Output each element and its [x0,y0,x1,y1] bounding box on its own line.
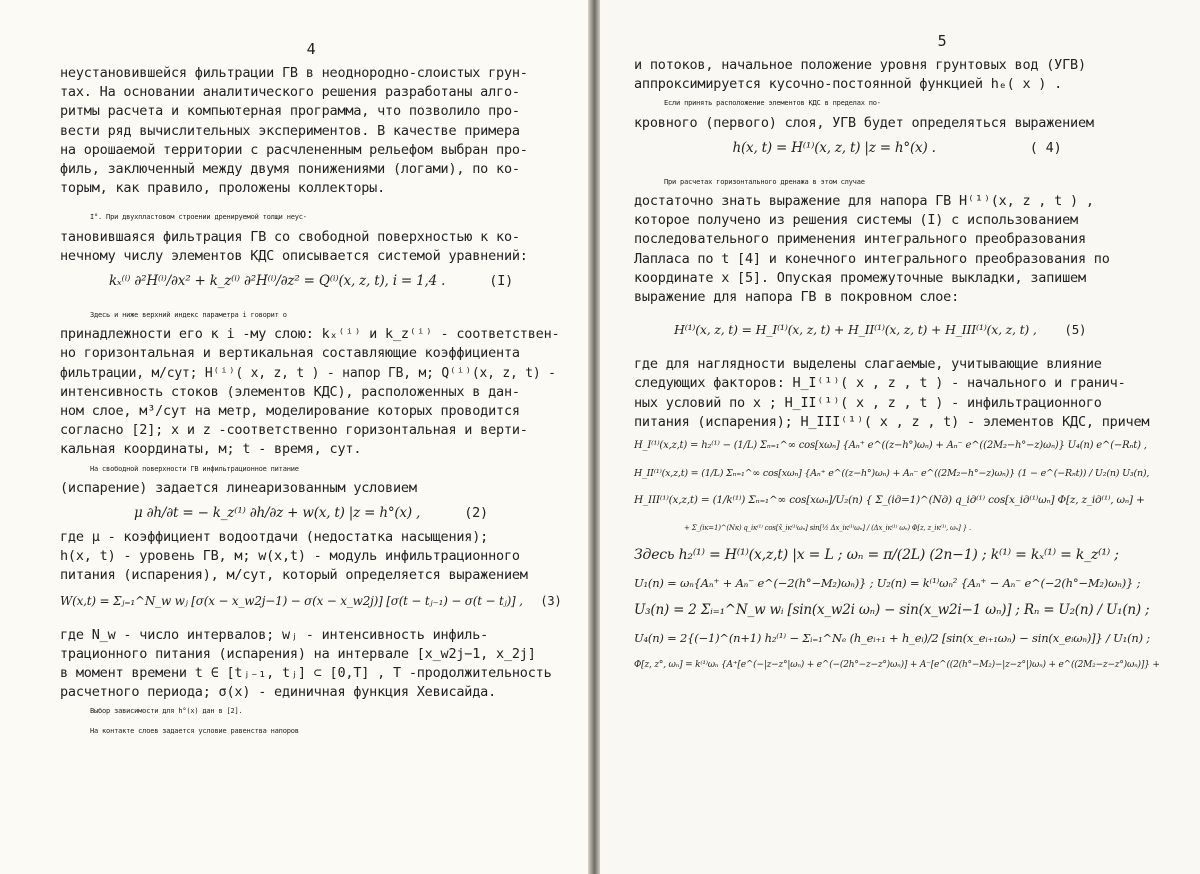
formula-line: H_III⁽¹⁾(x,z,t) = (1/k⁽¹⁾) Σₙ₌₁^∞ cos[xωₙ]/U₂(n) { Σ_(iд=1)^(Nд) q_iд⁽¹⁾ cos[x_iд⁽¹⁾ωₙ] Φ[z, z_iд⁽¹⁾, ωₙ] + [634,494,1145,507]
handwritten-formulas [634,432,1160,680]
text-line: следующих факторов: H_I⁽¹⁾( x , z , t ) - начального и гранич- [634,375,1126,392]
book-gutter [588,0,600,874]
text-line: питания (испарения); H_III⁽¹⁾( x , z , t) - элементов КДС, причем [634,413,1150,430]
paragraph [60,626,562,703]
paragraph [60,306,562,460]
text-line: филь, заключенный между двумя понижениями (логами), по ко- [60,161,520,178]
equation-number: (3) [540,593,562,608]
text-line: Здесь и ниже верхний индекс параметра i говорит о [90,311,287,320]
text-line: но горизонтальная и вертикальная составляющие коэффициента [60,345,520,362]
text-line: в момент времени t ∈ [tⱼ₋₁, tⱼ] ⊂ [0,T] , T -продолжительность [60,665,552,682]
page-number: 5 [937,32,947,50]
text-line: кровного (первого) слоя, УГВ будет определяться выражением [634,114,1094,131]
text-line: h(x, t) - уровень ГВ, м; w(x,t) - модуль инфильтрационного [60,548,520,565]
equation-2 [60,502,562,524]
text-line: ном слое, м³/сут на метр, моделирование которых проводится [60,403,520,420]
text-line: где для наглядности выделены слагаемые, учитывающие влияние [634,356,1102,373]
formula-line: U₃(n) = 2 Σᵢ₌₁^N_w wᵢ [sin(x_w2i ωₙ) − sin(x_w2i−1 ωₙ)] ; Rₙ = U₂(n) / U₁(n) ; [634,602,1150,619]
equation-4 [634,137,1160,159]
paragraph [60,460,562,498]
text-line: На контакте слоев задается условие равенства напоров [90,726,299,735]
left-page [0,0,588,874]
text-line: ных условий по x ; H_II⁽¹⁾( x , z , t ) - инфильтрационного [634,394,1102,411]
text-line: При расчетах горизонтального дренажа в этом случае [664,177,865,186]
text-line: где N_w - число интервалов; wⱼ - интенсивность инфиль- [60,626,489,643]
text-line: последовательного применения интегрального преобразования [634,231,1086,248]
text-line: которое получено из решения системы (I) с использованием [634,212,1078,229]
equation-body: H⁽¹⁾(x, z, t) = H_I⁽¹⁾(x, z, t) + H_II⁽¹⁾(x, z, t) + H_III⁽¹⁾(x, z, t) , [674,322,1037,338]
paragraph [634,173,1160,307]
text-line: кальная координаты, м; t - время, сут. [60,441,362,458]
text-line: тах. На основании аналитического решения разработаны алго- [60,84,520,101]
formula-line: U₁(n) = ωₙ{Aₙ⁺ + Aₙ⁻ e^(−2(h°−M₂)ωₙ)} ; U₂(n) = k⁽¹⁾ωₙ² {Aₙ⁺ − Aₙ⁻ e^(−2(h°−M₂)ωₙ)} ; [634,575,1141,590]
text-line: трационного питания (испарения) на интервале [x_w2j−1, x_2j] [60,645,536,662]
formula-line: Здесь h₂⁽¹⁾ = H⁽¹⁾(x,z,t) |x = L ; ωₙ = π/(2L) (2n−1) ; k⁽¹⁾ = kₓ⁽¹⁾ = k_z⁽¹⁾ ; [634,547,1119,564]
paragraph [634,56,1160,94]
text-line: ритмы расчета и компьютерная программа, что позволило про- [60,103,520,120]
text-line: согласно [2]; x и z -соответственно горизонтальная и верти- [60,422,528,439]
paragraph [60,208,562,266]
text-line: нечному числу элементов КДС описывается системой уравнений: [60,247,528,264]
equation-number: (2) [464,505,488,522]
equation-1 [60,270,562,292]
text-line: Лапласа по t [4] и конечного интегрального преобразования по [634,250,1110,267]
equation-body: h(x, t) = H⁽¹⁾(x, z, t) |z = h°(x) . [732,139,936,156]
paragraph [60,64,562,198]
text-line: на орошаемой территории с расчлененным рельефом выбран про- [60,141,528,158]
formula-line: H_I⁽¹⁾(x,z,t) = h₂⁽¹⁾ − (1/L) Σₙ₌₁^∞ cos[xωₙ] {Aₙ⁺ e^((z−h°)ωₙ) + Aₙ⁻ e^((2M₂−h°−z)ωₙ)} U₄(n) e^(−Rₙt) , [634,440,1147,452]
text-line: достаточно знать выражение для напора ГВ H⁽¹⁾(x, z , t ) , [634,193,1094,210]
equation-3 [60,590,562,612]
text-line: выражение для напора ГВ в покровном слое: [634,289,960,306]
text-line: На свободной поверхности ГВ инфильтрационное питание [90,464,299,473]
text-line: Если принять расположение элементов КДС в пределах по- [664,99,881,108]
paragraph [634,355,1160,432]
text-line: интенсивность стоков (элементов КДС), расположенных в дан- [60,383,520,400]
text-line: координате x [5]. Опуская промежуточные выкладки, запишем [634,269,1086,286]
formula-line: Φ[z, z°, ωₙ] = k⁽¹⁾ωₙ {A⁺[e^(−|z−z°|ωₙ) + e^(−(2h°−z−z°)ωₙ)] + A⁻[e^((2(h°−M₂)−|z−z°|)ωₙ) + e^((2M₂−z−z°)ωₙ)]} + [634,660,1160,671]
paragraph [60,528,562,586]
equation-body: kₓ⁽ⁱ⁾ ∂²H⁽ⁱ⁾/∂x² + k_z⁽ⁱ⁾ ∂²H⁽ⁱ⁾/∂z² = Q⁽ⁱ⁾(x, z, t), i = 1,4 . [108,273,446,290]
page-number: 4 [306,40,316,58]
formula-line: + Σ_(iк=1)^(Nк) q_iк⁽¹⁾ cos[x̄_iк⁽¹⁾ωₙ] sin[½ Δx_iк⁽¹⁾ωₙ] / (Δx_iк⁽¹⁾ ωₙ) Φ[z, z_iк⁽¹⁾, ωₙ] } . [684,523,972,532]
equation-5 [674,319,1160,341]
text-line: Выбор зависимости для h°(x) дан в [2]. [90,707,243,716]
text-line: расчетного периода; σ(x) - единичная функция Хевисайда. [60,684,497,701]
equation-number: (5) [1064,322,1087,338]
text-line: принадлежности его к i -му слою: kₓ⁽ⁱ⁾ и k_z⁽ⁱ⁾ - соответствен- [60,326,560,343]
text-line: торым, как правило, проложены коллекторы. [60,180,386,197]
text-line: аппроксимируется кусочно-постоянной функцией hₑ( x ) . [634,76,1063,93]
text-line: и потоков, начальное положение уровня грунтовых вод (УГВ) [634,57,1086,73]
text-line: неустановившейся фильтрации ГВ в неоднородно-слоистых грун- [60,65,528,81]
text-line: где μ - коэффициент водоотдачи (недостатка насыщения); [60,529,489,546]
equation-number: ( 4) [1029,139,1062,156]
paragraph [634,94,1160,132]
right-page [600,0,1200,874]
text-line: (испарение) задается линеаризованным условием [60,479,417,496]
text-line: тановившаяся фильтрация ГВ со свободной поверхностью к ко- [60,228,520,245]
text-line: фильтрации, м/сут; H⁽ⁱ⁾( x, z, t ) - напор ГВ, м; Q⁽ⁱ⁾(x, z, t) - [60,365,556,381]
equation-body: μ ∂h/∂t = − k_z⁽¹⁾ ∂h/∂z + w(x, t) |z = h°(x) , [133,505,421,522]
formula-line: H_II⁽¹⁾(x,z,t) = (1/L) Σₙ₌₁^∞ cos[xωₙ] {Aₙ⁺ e^((z−h°)ωₙ) + Aₙ⁻ e^((2M₂−h°−z)ωₙ)} (1 − e^(−Rₙt)) / U₂(n) U₃(n), [634,467,1150,479]
text-line: I°. При двухпластовом строении дренируемой толщи неус- [90,213,307,222]
formula-line: U₄(n) = 2{(−1)^(n+1) h₂⁽¹⁾ − Σᵢ₌₁^Nₑ (h_eᵢ₊₁ + h_eᵢ)/2 [sin(x_eᵢ₊₁ωₙ) − sin(x_eᵢωₙ)]} / U₁(n) ; [634,630,1150,645]
equation-body: W(x,t) = Σⱼ₌₁^N_w wⱼ [σ(x − x_w2j−1) − σ(x − x_w2j)] [σ(t − tⱼ₋₁) − σ(t − tⱼ)] , [60,593,523,608]
text-line: вести ряд вычислительных экспериментов. В качестве примера [60,122,520,139]
text-line: питания (испарения), м/сут, который определяется выражением [60,567,528,584]
equation-number: (I) [489,273,514,290]
